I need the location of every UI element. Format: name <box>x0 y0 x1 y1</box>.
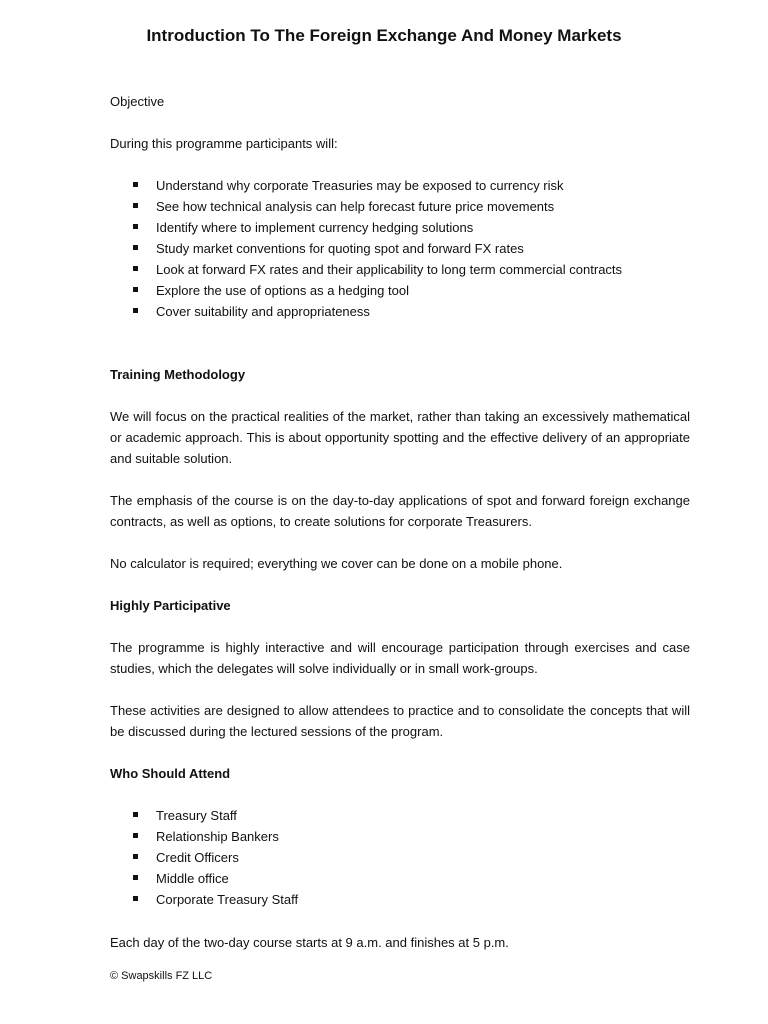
square-bullet-icon <box>133 266 138 271</box>
participative-paragraph-2: These activities are designed to allow attendees to practice and to consolidate the concepts that will be discussed during the lectured sessions of the program. <box>110 703 690 739</box>
list-item: Look at forward FX rates and their applicability to long term commercial contracts <box>110 259 690 280</box>
list-item: Cover suitability and appropriateness <box>110 301 690 322</box>
square-bullet-icon <box>133 854 138 859</box>
objectives-list <box>110 175 690 322</box>
document-body <box>110 91 690 931</box>
square-bullet-icon <box>133 203 138 208</box>
square-bullet-icon <box>133 245 138 250</box>
list-item: Treasury Staff <box>110 805 690 826</box>
closing-text: Each day of the two-day course starts at 9 a.m. and finishes at 5 p.m. <box>110 935 509 950</box>
square-bullet-icon <box>133 875 138 880</box>
square-bullet-icon <box>133 833 138 838</box>
list-item: Credit Officers <box>110 847 690 868</box>
training-paragraph-1: We will focus on the practical realities of the market, rather than taking an excessively mathematical or academic approach. This is about opportunity spotting and the effective delivery of an appropriate and suitable solution. <box>110 409 690 466</box>
intro-text: During this programme participants will: <box>110 136 338 151</box>
section-heading-attend: Who Should Attend <box>110 766 231 781</box>
square-bullet-icon <box>133 224 138 229</box>
section-heading-participative: Highly Participative <box>110 598 231 613</box>
square-bullet-icon <box>133 896 138 901</box>
training-paragraph-3: No calculator is required; everything we cover can be done on a mobile phone. <box>110 556 563 571</box>
objective-label: Objective <box>110 94 165 109</box>
attendees-list <box>110 805 690 910</box>
list-item: Understand why corporate Treasuries may be exposed to currency risk <box>110 175 690 196</box>
training-paragraph-2: The emphasis of the course is on the day-to-day applications of spot and forward foreign exchange contracts, as well as options, to create solutions for corporate Treasurers. <box>110 493 690 529</box>
square-bullet-icon <box>133 287 138 292</box>
list-item: Explore the use of options as a hedging tool <box>110 280 690 301</box>
section-heading-training: Training Methodology <box>110 367 246 382</box>
list-item: Identify where to implement currency hedging solutions <box>110 217 690 238</box>
list-item: Relationship Bankers <box>110 826 690 847</box>
spacer <box>110 343 690 364</box>
list-item: See how technical analysis can help forecast future price movements <box>110 196 690 217</box>
list-item: Corporate Treasury Staff <box>110 889 690 910</box>
list-item: Study market conventions for quoting spot and forward FX rates <box>110 238 690 259</box>
document-title: Introduction To The Foreign Exchange And Money Markets <box>146 26 622 45</box>
square-bullet-icon <box>133 812 138 817</box>
copyright-footer: © Swapskills FZ LLC <box>110 970 213 982</box>
list-item: Middle office <box>110 868 690 889</box>
square-bullet-icon <box>133 182 138 187</box>
square-bullet-icon <box>133 308 138 313</box>
participative-paragraph-1: The programme is highly interactive and will encourage participation through exercises and case studies, which the delegates will solve individually or in small work-groups. <box>110 640 690 676</box>
